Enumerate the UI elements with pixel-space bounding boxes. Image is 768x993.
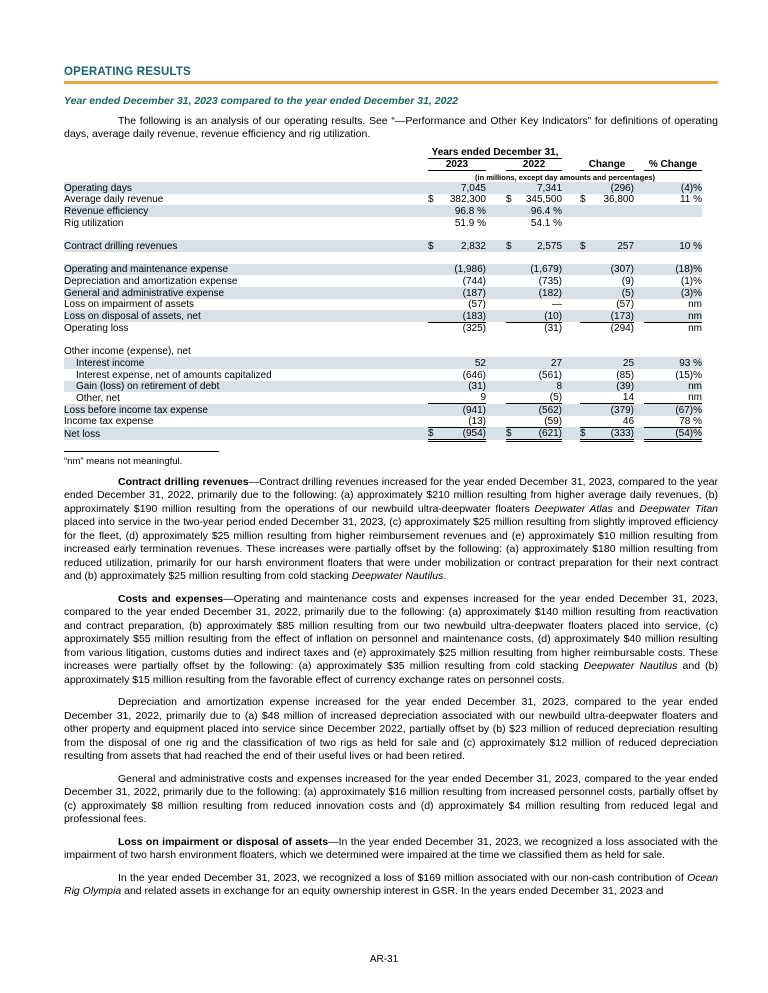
gap-cell bbox=[562, 217, 580, 229]
dollar-cell bbox=[506, 287, 520, 299]
value-2023 bbox=[442, 346, 486, 358]
header-spacer bbox=[64, 170, 428, 182]
value-change: (85) bbox=[616, 369, 635, 381]
value-2022: (182) bbox=[520, 287, 562, 299]
dollar-cell bbox=[428, 392, 442, 404]
dollar-cell bbox=[428, 322, 442, 334]
table-spacer-row bbox=[64, 252, 702, 264]
gap-cell bbox=[486, 404, 506, 416]
comparison-subtitle: Year ended December 31, 2023 compared to the year ended December 31, 2022 bbox=[64, 94, 459, 107]
value-change: (57) bbox=[616, 299, 635, 311]
dollar-cell bbox=[428, 357, 442, 369]
dollar-cell: $ bbox=[506, 194, 512, 206]
dollar-cell bbox=[506, 416, 520, 428]
gap-cell bbox=[486, 346, 506, 358]
row-label: Gain (loss) on retirement of debt bbox=[64, 381, 428, 393]
value-pct-change: 78 % bbox=[644, 416, 702, 428]
paragraph-text: In the year ended December 31, 2023, we recognized a loss of $169 million associated with our non-cash contribution of bbox=[118, 871, 688, 884]
table-row bbox=[64, 404, 702, 416]
value-2022: (31) bbox=[544, 322, 563, 334]
header-gap bbox=[486, 158, 506, 170]
value-pct-change bbox=[644, 217, 702, 229]
orange-rule bbox=[64, 81, 718, 84]
spacer-cell bbox=[64, 229, 702, 241]
dollar-cell bbox=[580, 287, 594, 299]
dollar-cell: $ bbox=[580, 240, 594, 252]
body-paragraph bbox=[64, 836, 718, 863]
value-change: (5) bbox=[594, 287, 634, 299]
dollar-cell: $ bbox=[580, 427, 594, 440]
vessel-name: Deepwater Nautilus bbox=[583, 660, 678, 673]
value-change bbox=[594, 346, 634, 358]
value-2023: 52 bbox=[442, 357, 486, 369]
paragraph-text: Depreciation and amortization expense increased for the year ended December 31, 2023, compared to the year ended December 31, 2022, primarily due to (a) $48 million of increased depreciation associated with our newbuild ultra-deepwater floaters and other property and equipment placed into service since December 2022, partially offset by (b) $23 million of reduced depreciation resulting from the disposal of one rig and the classification of two rigs as held for sale and (c) approximately $12 million of reduced depreciation resulting from assets that had reached the end of their useful lives or had been retired. bbox=[64, 696, 718, 763]
value-change: 14 bbox=[594, 392, 634, 404]
header-gap bbox=[634, 158, 644, 170]
gap-cell bbox=[634, 392, 644, 404]
value-2022: 2,575 bbox=[520, 240, 562, 252]
body-paragraph bbox=[64, 773, 718, 827]
gap-cell bbox=[486, 240, 506, 252]
value-pct-change: (18)% bbox=[644, 264, 702, 276]
row-label: Interest expense, net of amounts capitalized bbox=[76, 369, 272, 381]
table-spacer-row bbox=[64, 229, 702, 241]
value-change: 25 bbox=[594, 357, 634, 369]
dollar-cell: $ bbox=[580, 194, 586, 206]
gap-cell bbox=[562, 182, 580, 194]
gap-cell bbox=[634, 299, 644, 311]
body-paragraph bbox=[64, 872, 718, 899]
dollar-cell bbox=[506, 346, 520, 358]
value-2022: 345,500 bbox=[525, 194, 563, 206]
gap-cell bbox=[562, 194, 580, 206]
row-label: Loss on impairment of assets bbox=[64, 299, 195, 311]
row-label: Other, net bbox=[76, 392, 120, 404]
table-row bbox=[64, 275, 702, 287]
value-pct-change: nm bbox=[644, 310, 702, 322]
dollar-cell bbox=[506, 275, 520, 287]
dollar-cell bbox=[580, 264, 594, 276]
value-pct-change: nm bbox=[644, 392, 702, 404]
paragraph-lead-in: Costs and expenses bbox=[118, 592, 224, 605]
row-label: Contract drilling revenues bbox=[64, 240, 428, 252]
value-2022: (1,679) bbox=[520, 264, 562, 276]
dollar-cell bbox=[506, 182, 520, 194]
paragraph-text: General and administrative costs and expenses increased for the year ended December 31, 2023, compared to the year ended December 31, 2022, primarily due to the following: (a) approximately $16 million resulting from increased personnel costs, partially offset by (c) approximately $8 million resulting from reduced innovation costs and (d) approximately $4 million resulting from reduced legal and professional fees. bbox=[64, 772, 718, 826]
dollar-cell bbox=[428, 217, 442, 229]
gap-cell bbox=[486, 392, 506, 404]
table-row bbox=[64, 217, 702, 229]
dollar-cell bbox=[506, 264, 520, 276]
table-row bbox=[64, 346, 702, 358]
dollar-cell: $ bbox=[428, 194, 434, 206]
value-2023: 96.8 % bbox=[442, 205, 486, 217]
gap-cell bbox=[486, 299, 506, 311]
table-units-row bbox=[64, 170, 702, 182]
value-2022: (10) bbox=[520, 310, 562, 322]
value-2022 bbox=[520, 346, 562, 358]
header-gap bbox=[562, 158, 580, 170]
body-paragraph bbox=[64, 593, 718, 688]
header-spacer bbox=[64, 147, 428, 159]
value-2023: (13) bbox=[442, 416, 486, 428]
paragraph-text: and bbox=[612, 502, 640, 515]
dollar-cell bbox=[428, 310, 442, 322]
gap-cell bbox=[486, 381, 506, 393]
gap-cell bbox=[486, 369, 506, 381]
years-ended-header: Years ended December 31, bbox=[428, 147, 562, 159]
value-2023: 9 bbox=[442, 392, 486, 404]
value-pct-change: (54)% bbox=[644, 427, 702, 440]
row-label: Loss on disposal of assets, net bbox=[64, 310, 428, 322]
gap-cell bbox=[486, 264, 506, 276]
gap-cell bbox=[562, 264, 580, 276]
body-paragraphs bbox=[64, 476, 718, 899]
table-row bbox=[64, 392, 702, 404]
vessel-name: Deepwater Titan bbox=[639, 502, 719, 515]
value-2023: (187) bbox=[442, 287, 486, 299]
row-label: Interest income bbox=[64, 357, 428, 369]
row-label: Revenue efficiency bbox=[64, 205, 428, 217]
value-2023: (325) bbox=[462, 322, 486, 334]
row-label: Depreciation and amortization expense bbox=[64, 276, 238, 288]
gap-cell bbox=[486, 310, 506, 322]
value-2022: (5) bbox=[520, 392, 562, 404]
dollar-cell bbox=[580, 217, 594, 229]
vessel-name: Deepwater Nautilus bbox=[351, 570, 444, 583]
row-label: Average daily revenue bbox=[64, 194, 164, 206]
dollar-cell bbox=[580, 404, 594, 416]
table-header-columns-row bbox=[64, 158, 702, 170]
gap-cell bbox=[634, 240, 644, 252]
gap-cell bbox=[634, 322, 644, 334]
gap-cell bbox=[634, 416, 644, 428]
dollar-cell bbox=[506, 217, 520, 229]
dollar-cell bbox=[506, 205, 520, 217]
value-2022: (59) bbox=[520, 416, 562, 428]
dollar-cell bbox=[428, 369, 442, 381]
dollar-cell bbox=[580, 381, 594, 393]
gap-cell bbox=[562, 369, 580, 381]
dollar-cell bbox=[580, 369, 594, 381]
gap-cell bbox=[562, 357, 580, 369]
gap-cell bbox=[486, 194, 506, 206]
value-2022: — bbox=[552, 299, 563, 311]
value-2022: (735) bbox=[538, 276, 563, 288]
gap-cell bbox=[562, 427, 580, 440]
value-change bbox=[594, 217, 634, 229]
row-label: Operating days bbox=[64, 182, 428, 194]
operating-results-table bbox=[64, 147, 702, 442]
paragraph-text: —In the year ended December 31, 2023, we recognized a loss associated with the impairment of two harsh environment floaters, which we determined were impaired at the time we classified them as held for sale. bbox=[64, 835, 718, 862]
section-title: OPERATING RESULTS bbox=[64, 66, 191, 78]
gap-cell bbox=[486, 182, 506, 194]
value-2023: (57) bbox=[468, 299, 486, 311]
gap-cell bbox=[562, 240, 580, 252]
table-row bbox=[64, 427, 702, 440]
table-footnote: “nm” means not meaningful. bbox=[64, 455, 183, 467]
dollar-cell bbox=[580, 205, 594, 217]
dollar-cell bbox=[506, 299, 520, 311]
dollar-cell bbox=[580, 299, 594, 311]
gap-cell bbox=[634, 194, 644, 206]
value-2023: (31) bbox=[442, 381, 486, 393]
table-row bbox=[64, 381, 702, 393]
value-2023: (183) bbox=[442, 310, 486, 322]
column-header-pct-change: % Change bbox=[644, 158, 702, 170]
row-label: Rig utilization bbox=[64, 217, 124, 229]
gap-cell bbox=[486, 275, 506, 287]
value-change: 46 bbox=[594, 416, 634, 428]
table-row bbox=[64, 310, 702, 322]
value-pct-change: nm bbox=[688, 299, 703, 311]
header-spacer bbox=[562, 147, 702, 159]
value-2022: 8 bbox=[520, 381, 562, 393]
table-row bbox=[64, 182, 702, 194]
gap-cell bbox=[486, 287, 506, 299]
dollar-cell bbox=[506, 322, 520, 334]
paragraph-text: and (b) approximately $15 million resulting from the favorable effect of currency exchange rates on personnel costs. bbox=[64, 660, 718, 686]
value-2023: 2,832 bbox=[442, 240, 486, 252]
row-label: General and administrative expense bbox=[64, 287, 428, 299]
gap-cell bbox=[634, 369, 644, 381]
column-header-2022: 2022 bbox=[506, 158, 562, 170]
dollar-cell bbox=[506, 357, 520, 369]
dollar-cell bbox=[428, 275, 442, 287]
value-change bbox=[594, 205, 634, 217]
value-pct-change: nm bbox=[644, 381, 702, 393]
dollar-cell bbox=[580, 416, 594, 428]
spacer-cell bbox=[64, 252, 702, 264]
dollar-cell bbox=[428, 205, 442, 217]
dollar-cell bbox=[428, 299, 442, 311]
dollar-cell bbox=[428, 264, 442, 276]
dollar-cell: $ bbox=[506, 240, 520, 252]
body-paragraph bbox=[64, 476, 718, 584]
value-2022: 54.1 % bbox=[530, 217, 563, 229]
value-change: (296) bbox=[594, 182, 634, 194]
value-2022: (562) bbox=[520, 404, 562, 416]
row-label: Income tax expense bbox=[64, 416, 154, 428]
value-2023: 382,300 bbox=[449, 194, 486, 206]
gap-cell bbox=[562, 299, 580, 311]
dollar-cell bbox=[580, 322, 594, 334]
value-2022: 27 bbox=[520, 357, 562, 369]
value-2022: (621) bbox=[520, 427, 562, 440]
dollar-cell bbox=[506, 404, 520, 416]
value-change: (173) bbox=[594, 310, 634, 322]
dollar-cell bbox=[580, 275, 594, 287]
gap-cell bbox=[634, 346, 644, 358]
value-2022: 7,341 bbox=[520, 182, 562, 194]
value-2023: 7,045 bbox=[442, 182, 486, 194]
row-label: Net loss bbox=[64, 427, 428, 440]
dollar-cell bbox=[580, 392, 594, 404]
dollar-cell bbox=[428, 416, 442, 428]
gap-cell bbox=[562, 287, 580, 299]
value-pct-change: (67)% bbox=[644, 404, 702, 416]
value-pct-change: (3)% bbox=[644, 287, 702, 299]
table-row bbox=[64, 240, 702, 252]
table-spacer-row bbox=[64, 334, 702, 346]
units-note: (in millions, except day amounts and percentages) bbox=[474, 172, 656, 182]
row-label: Other income (expense), net bbox=[64, 346, 191, 358]
table-header-span-row bbox=[64, 147, 702, 159]
table-row bbox=[64, 357, 702, 369]
paragraph-text: —Contract drilling revenues increased for the year ended December 31, 2023, compared to the year ended December 31, 2022, primarily due to the following: (a) approximately $210 million resulting from higher average daily revenues, (b) approximately $190 million resulting from the operations of our newbuild ultra-deepwater floaters bbox=[64, 475, 718, 515]
table-row bbox=[64, 369, 702, 381]
vessel-name: Ocean Rig Olympia bbox=[64, 871, 718, 898]
gap-cell bbox=[634, 182, 644, 194]
value-pct-change: 93 % bbox=[644, 357, 702, 369]
value-2023: (744) bbox=[462, 276, 486, 288]
page-number: AR-31 bbox=[369, 954, 399, 965]
gap-cell bbox=[486, 322, 506, 334]
column-header-2023: 2023 bbox=[428, 158, 486, 170]
gap-cell bbox=[486, 416, 506, 428]
gap-cell bbox=[562, 322, 580, 334]
value-pct-change: 11 % bbox=[679, 194, 703, 206]
value-change: 36,800 bbox=[603, 194, 635, 206]
gap-cell bbox=[634, 381, 644, 393]
paragraph-lead-in: Loss on impairment or disposal of assets bbox=[118, 835, 329, 848]
gap-cell bbox=[562, 381, 580, 393]
value-change: (307) bbox=[594, 264, 634, 276]
column-header-change: Change bbox=[580, 158, 634, 170]
dollar-cell bbox=[428, 182, 442, 194]
value-2023: (646) bbox=[462, 369, 486, 381]
value-2022: 96.4 % bbox=[520, 205, 562, 217]
dollar-cell: $ bbox=[428, 240, 442, 252]
gap-cell bbox=[634, 264, 644, 276]
table-row bbox=[64, 322, 702, 334]
paragraph-text: . bbox=[443, 570, 447, 583]
gap-cell bbox=[634, 287, 644, 299]
gap-cell bbox=[562, 346, 580, 358]
value-pct-change: (4)% bbox=[644, 182, 702, 194]
gap-cell bbox=[486, 427, 506, 440]
dollar-cell bbox=[580, 310, 594, 322]
vessel-name: Deepwater Atlas bbox=[534, 502, 613, 515]
gap-cell bbox=[634, 217, 644, 229]
paragraph-lead-in: Contract drilling revenues bbox=[118, 475, 249, 488]
gap-cell bbox=[562, 310, 580, 322]
intro-paragraph: The following is an analysis of our operating results. See “—Performance and Other Key Indicators” for definitions of operating days, average daily revenue, revenue efficiency and rig utilization. bbox=[64, 114, 718, 140]
table-row bbox=[64, 287, 702, 299]
row-label: Operating loss bbox=[64, 322, 129, 334]
dollar-cell bbox=[428, 404, 442, 416]
dollar-cell: $ bbox=[428, 427, 442, 440]
value-2023: (1,986) bbox=[442, 264, 486, 276]
value-change: (379) bbox=[594, 404, 634, 416]
gap-cell bbox=[634, 275, 644, 287]
value-2023: 51.9 % bbox=[454, 217, 486, 229]
dollar-cell bbox=[506, 369, 520, 381]
spacer-cell bbox=[64, 334, 702, 346]
gap-cell bbox=[486, 205, 506, 217]
gap-cell bbox=[486, 357, 506, 369]
gap-cell bbox=[634, 205, 644, 217]
paragraph-text: —Operating and maintenance costs and expenses increased for the year ended December 31, 2023, compared to the year ended December 31, 2022, primarily due to the following: (a) approximately $140 million resulting from reactivation and contract preparation, (b) approximately $85 million resulting from our two newbuild ultra-deepwater floaters placed into service, (c) approximately $55 million resulting from the effect of inflation on personnel and maintenance costs, (d) approximately $40 million resulting from various litigation, customs duties and indirect taxes and (e) approximately $25 million resulting from higher reimbursable costs. These increases were partially offset by the following: (a) approximately $35 million resulting from cold stacking bbox=[64, 592, 718, 673]
table-row bbox=[64, 264, 702, 276]
value-change: (39) bbox=[594, 381, 634, 393]
value-pct-change: nm bbox=[688, 322, 703, 334]
gap-cell bbox=[562, 392, 580, 404]
gap-cell bbox=[562, 416, 580, 428]
value-pct-change: 10 % bbox=[644, 240, 702, 252]
dollar-cell bbox=[428, 346, 442, 358]
value-change: (9) bbox=[621, 276, 635, 288]
paragraph-text: and related assets in exchange for an equity ownership interest in GSR. In the years ended December 31, 2023 and bbox=[121, 885, 664, 898]
table-row bbox=[64, 205, 702, 217]
footnote-rule bbox=[64, 451, 219, 452]
header-spacer bbox=[64, 158, 428, 170]
value-pct-change bbox=[644, 346, 702, 358]
gap-cell bbox=[634, 357, 644, 369]
value-2022: (561) bbox=[538, 369, 563, 381]
table-row bbox=[64, 299, 702, 311]
dollar-cell bbox=[506, 310, 520, 322]
value-pct-change: (15)% bbox=[675, 369, 703, 381]
gap-cell bbox=[634, 404, 644, 416]
value-pct-change bbox=[644, 205, 702, 217]
gap-cell bbox=[562, 205, 580, 217]
value-2023: (954) bbox=[442, 427, 486, 440]
gap-cell bbox=[486, 217, 506, 229]
value-2023: (941) bbox=[442, 404, 486, 416]
value-change: (333) bbox=[594, 427, 634, 440]
dollar-cell bbox=[428, 381, 442, 393]
value-change: (294) bbox=[610, 322, 635, 334]
table-row bbox=[64, 194, 702, 206]
body-paragraph bbox=[64, 696, 718, 764]
row-label: Loss before income tax expense bbox=[64, 404, 428, 416]
dollar-cell bbox=[580, 346, 594, 358]
gap-cell bbox=[634, 427, 644, 440]
dollar-cell bbox=[580, 357, 594, 369]
dollar-cell bbox=[506, 392, 520, 404]
value-pct-change: (1)% bbox=[680, 276, 703, 288]
dollar-cell bbox=[506, 381, 520, 393]
dollar-cell bbox=[428, 287, 442, 299]
gap-cell bbox=[562, 404, 580, 416]
dollar-cell bbox=[580, 182, 594, 194]
paragraph-text: placed into service in the two-year period ended December 31, 2023, (c) approximately $25 million resulting from slightly improved efficiency for the fleet, (d) approximately $25 million resulting from higher reimbursement revenues and (e) approximately $10 million resulting from increased early termination revenues. These increases were partially offset by the following: (a) approximately $180 million resulting from reduced utilization, primarily for our harsh environment floaters that were under mobilization or contract preparation for their next contract and (b) approximately $25 million resulting from cold stacking bbox=[64, 516, 718, 583]
row-label: Operating and maintenance expense bbox=[64, 264, 428, 276]
table-row bbox=[64, 416, 702, 428]
dollar-cell: $ bbox=[506, 427, 520, 440]
gap-cell bbox=[562, 275, 580, 287]
gap-cell bbox=[634, 310, 644, 322]
value-change: 257 bbox=[594, 240, 634, 252]
